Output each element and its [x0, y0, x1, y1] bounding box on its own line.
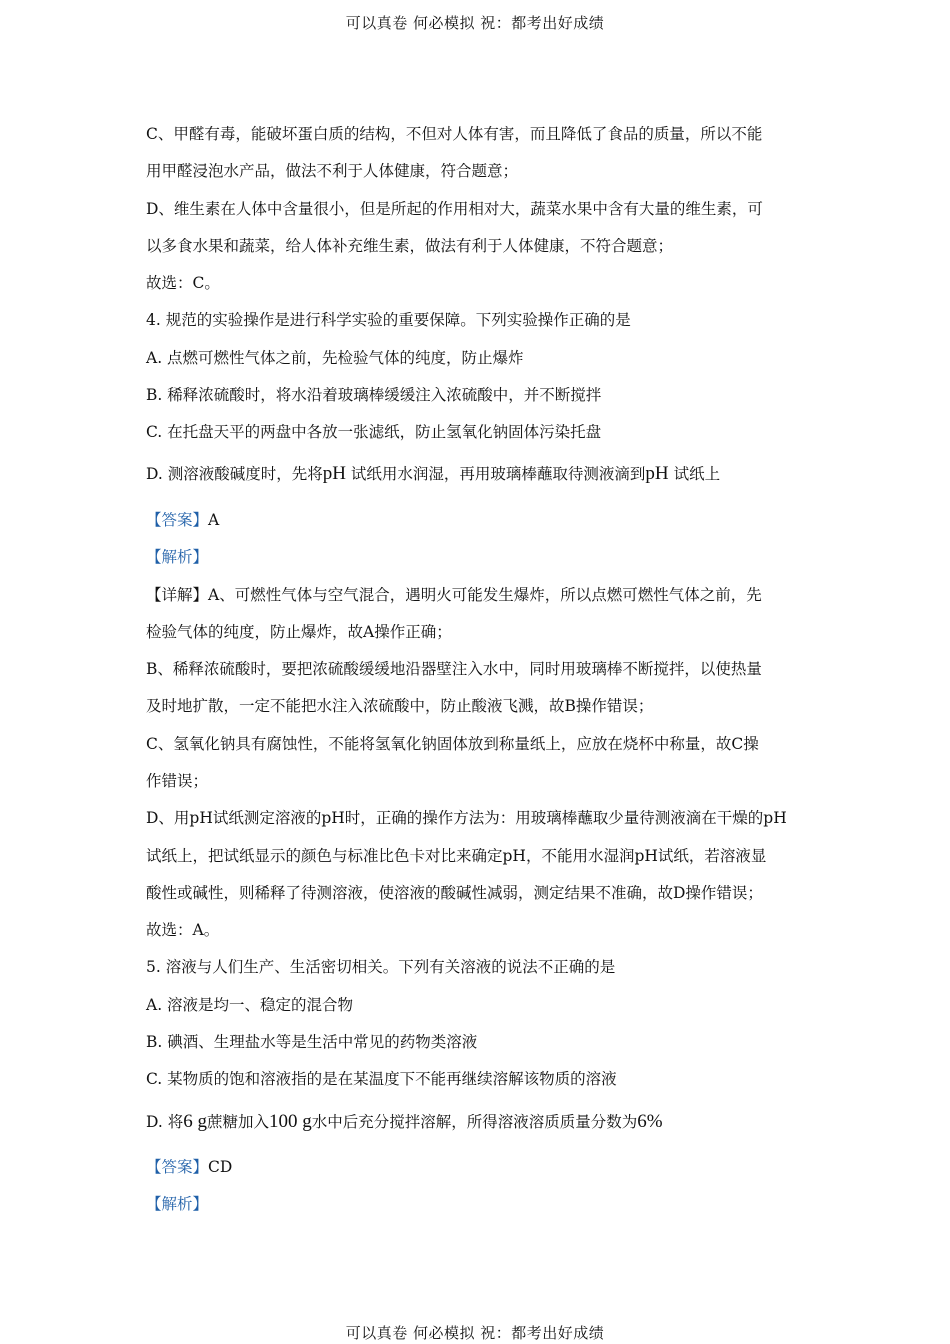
text-line: 酸性或碱性，则稀释了待测溶液，使溶液的酸碱性减弱，测定结果不准确，故D操作错误；: [146, 884, 763, 902]
page-header: 可以真卷 何必模拟 祝：都考出好成绩: [345, 14, 605, 32]
mass-value: 6 g: [183, 1111, 207, 1132]
option-d: [146, 1112, 816, 1132]
text-line: 故选：A。: [146, 921, 220, 939]
detail-line: [146, 585, 816, 605]
answer-value: A: [208, 511, 220, 529]
text-line: 用甲醛浸泡水产品，做法不利于人体健康，符合题意；: [146, 162, 519, 180]
percent-value: 6%: [637, 1111, 663, 1132]
ph-symbol: pH: [645, 463, 669, 484]
text-line: B、稀释浓硫酸时，要把浓硫酸缓缓地沿器壁注入水中，同时用玻璃棒不断搅拌，以使热量: [146, 660, 762, 678]
text-line: 以多食水果和蔬菜，给人体补充维生素，做法有利于人体健康，不符合题意；: [146, 237, 674, 255]
analysis-label: 【解析】: [146, 1195, 209, 1213]
option-d-part: 试纸用水润湿，再用玻璃棒蘸取待测液滴到: [345, 465, 646, 483]
analysis-line: [146, 547, 816, 567]
text-line: C、甲醛有毒，能破坏蛋白质的结构，不但对人体有害，而且降低了食品的质量，所以不能: [146, 125, 763, 143]
option-d-part: 试纸上: [668, 465, 721, 483]
option-d-part: 蔗糖加入: [206, 1113, 269, 1131]
answer-label: 【答案】: [146, 1158, 209, 1176]
answer-value: CD: [208, 1158, 233, 1176]
answer-line: [146, 1157, 816, 1177]
text-line: C、氢氧化钠具有腐蚀性，不能将氢氧化钠固体放到称量纸上，应放在烧杯中称量，故C操: [146, 735, 759, 753]
text-line: D、维生素在人体中含量很小，但是所起的作用相对大，蔬菜水果中含有大量的维生素，可: [146, 200, 763, 218]
option-b: B. 稀释浓硫酸时，将水沿着玻璃棒缓缓注入浓硫酸中，并不断搅拌: [146, 386, 602, 404]
question-5: 5. 溶液与人们生产、生活密切相关。下列有关溶液的说法不正确的是: [146, 958, 616, 976]
option-b: B. 碘酒、生理盐水等是生活中常见的药物类溶液: [146, 1033, 478, 1051]
analysis-line: [146, 1194, 816, 1214]
text-line: D、用pH试纸测定溶液的pH时，正确的操作方法为：用玻璃棒蘸取少量待测液滴在干燥的pH: [146, 809, 787, 827]
text-line: 作错误；: [146, 772, 209, 790]
detail-label: 【详解】: [146, 586, 209, 604]
option-d-part: D. 将: [146, 1113, 184, 1131]
option-d-part: D. 测溶液酸碱度时，先将: [146, 465, 323, 483]
detail-text: A、可燃性气体与空气混合，遇明火可能发生爆炸，所以点燃可燃性气体之前，先: [208, 586, 762, 604]
option-d-part: 水中后充分搅拌溶解，所得溶液溶质质量分数为: [311, 1113, 638, 1131]
mass-value: 100 g: [269, 1111, 312, 1132]
text-line: 试纸上，把试纸显示的颜色与标准比色卡对比来确定pH，不能用水湿润pH试纸，若溶液显: [146, 847, 767, 865]
answer-line: [146, 510, 816, 530]
text-line: 及时地扩散，一定不能把水注入浓硫酸中，防止酸液飞溅，故B操作错误；: [146, 697, 654, 715]
option-a: A. 点燃可燃性气体之前，先检验气体的纯度，防止爆炸: [146, 349, 524, 367]
option-c: C. 某物质的饱和溶液指的是在某温度下不能再继续溶解该物质的溶液: [146, 1070, 617, 1088]
option-c: C. 在托盘天平的两盘中各放一张滤纸，防止氢氧化钠固体污染托盘: [146, 423, 602, 441]
option-d: [146, 464, 816, 484]
analysis-label: 【解析】: [146, 548, 209, 566]
page-footer: 可以真卷 何必模拟 祝：都考出好成绩: [345, 1324, 605, 1342]
option-a: A. 溶液是均一、稳定的混合物: [146, 996, 354, 1014]
ph-symbol: pH: [322, 463, 346, 484]
text-line: 检验气体的纯度，防止爆炸，故A操作正确；: [146, 623, 452, 641]
text-line: 故选：C。: [146, 274, 220, 292]
answer-label: 【答案】: [146, 511, 209, 529]
question-4: 4. 规范的实验操作是进行科学实验的重要保障。下列实验操作正确的是: [146, 311, 631, 329]
